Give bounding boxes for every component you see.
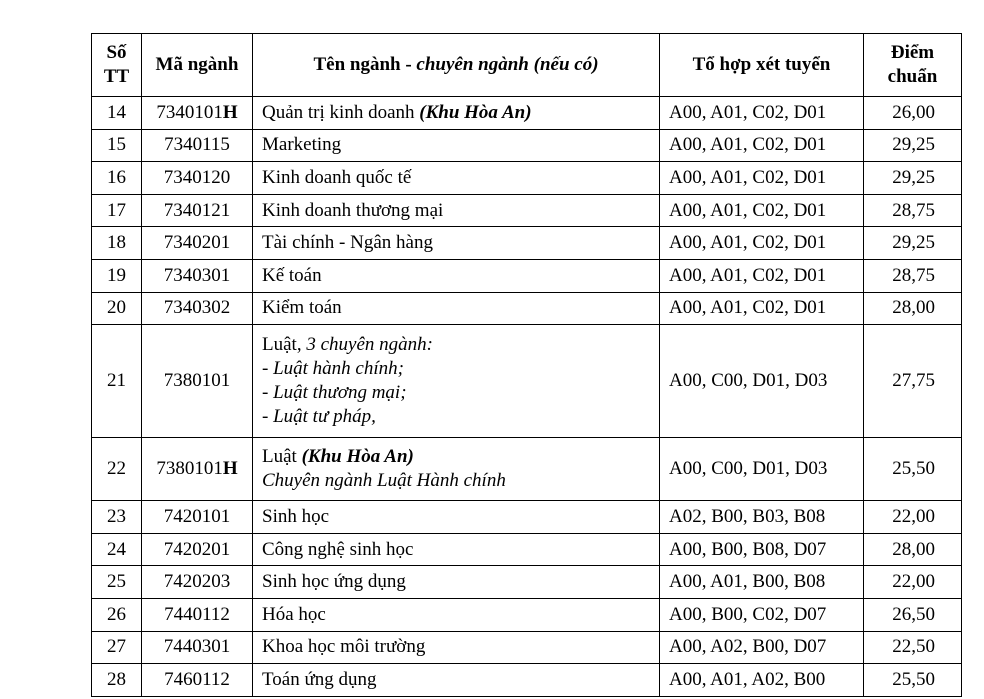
- row-combo: A00, B00, B08, D07: [660, 533, 864, 566]
- row-stt: 28: [92, 664, 142, 697]
- row-code: 7460112: [142, 664, 253, 697]
- table-row: [92, 631, 962, 664]
- row-code: 7340302: [142, 292, 253, 325]
- row-name: Sinh học: [253, 501, 660, 534]
- row-stt: 26: [92, 598, 142, 631]
- row-name: Kế toán: [253, 259, 660, 292]
- table-row: [92, 97, 962, 130]
- header-combo: Tổ hợp xét tuyển: [660, 34, 864, 97]
- row-score: 22,00: [864, 566, 962, 599]
- row-combo: A00, A01, A02, B00: [660, 664, 864, 697]
- row-stt: 25: [92, 566, 142, 599]
- table-row: [92, 194, 962, 227]
- table-row: [92, 598, 962, 631]
- row-name: Công nghệ sinh học: [253, 533, 660, 566]
- row-name: Luật (Khu Hòa An) Chuyên ngành Luật Hành chính: [253, 438, 660, 501]
- table-row: [92, 566, 962, 599]
- row-score: 22,00: [864, 501, 962, 534]
- row-code: 7380101: [142, 325, 253, 438]
- row-stt: 21: [92, 325, 142, 438]
- header-name: Tên ngành - chuyên ngành (nếu có): [253, 34, 660, 97]
- row-name: Sinh học ứng dụng: [253, 566, 660, 599]
- table-row: [92, 325, 962, 438]
- header-stt: Số TT: [92, 34, 142, 97]
- row-score: 27,75: [864, 325, 962, 438]
- admission-scores-table-wrapper: [91, 33, 962, 697]
- row-combo: A00, C00, D01, D03: [660, 325, 864, 438]
- row-combo: A00, B00, C02, D07: [660, 598, 864, 631]
- row-combo: A00, A01, C02, D01: [660, 129, 864, 162]
- row-name: Khoa học môi trường: [253, 631, 660, 664]
- header-code: Mã ngành: [142, 34, 253, 97]
- row-combo: A00, C00, D01, D03: [660, 438, 864, 501]
- row-name: Kiểm toán: [253, 292, 660, 325]
- row-stt: 17: [92, 194, 142, 227]
- row-stt: 14: [92, 97, 142, 130]
- row-code: 7340120: [142, 162, 253, 195]
- row-code: 7340115: [142, 129, 253, 162]
- row-code: 7340301: [142, 259, 253, 292]
- row-stt: 23: [92, 501, 142, 534]
- row-stt: 24: [92, 533, 142, 566]
- row-name: Marketing: [253, 129, 660, 162]
- row-stt: 16: [92, 162, 142, 195]
- table-header-row: [92, 34, 962, 97]
- row-code: 7380101H: [142, 438, 253, 501]
- row-code: 7420201: [142, 533, 253, 566]
- row-code: 7440301: [142, 631, 253, 664]
- row-code: 7340121: [142, 194, 253, 227]
- admission-scores-table: [91, 33, 962, 697]
- row-stt: 19: [92, 259, 142, 292]
- table-row: [92, 129, 962, 162]
- table-row: [92, 533, 962, 566]
- row-score: 29,25: [864, 162, 962, 195]
- row-stt: 22: [92, 438, 142, 501]
- table-body: [92, 97, 962, 697]
- row-combo: A02, B00, B03, B08: [660, 501, 864, 534]
- row-score: 22,50: [864, 631, 962, 664]
- row-name: Luật, 3 chuyên ngành: - Luật hành chính; - Luật thương mại; - Luật tư pháp,: [253, 325, 660, 438]
- row-combo: A00, A01, C02, D01: [660, 227, 864, 260]
- row-score: 28,00: [864, 292, 962, 325]
- row-stt: 20: [92, 292, 142, 325]
- table-row: [92, 438, 962, 501]
- table-row: [92, 162, 962, 195]
- row-combo: A00, A01, C02, D01: [660, 292, 864, 325]
- header-score: Điểm chuẩn: [864, 34, 962, 97]
- row-code: 7420203: [142, 566, 253, 599]
- row-name: Quản trị kinh doanh (Khu Hòa An): [253, 97, 660, 130]
- row-name: Hóa học: [253, 598, 660, 631]
- row-combo: A00, A01, B00, B08: [660, 566, 864, 599]
- row-score: 25,50: [864, 664, 962, 697]
- table-row: [92, 292, 962, 325]
- row-code: 7340201: [142, 227, 253, 260]
- row-combo: A00, A02, B00, D07: [660, 631, 864, 664]
- row-score: 28,75: [864, 194, 962, 227]
- table-row: [92, 259, 962, 292]
- row-combo: A00, A01, C02, D01: [660, 97, 864, 130]
- row-score: 28,75: [864, 259, 962, 292]
- row-name: Tài chính - Ngân hàng: [253, 227, 660, 260]
- row-combo: A00, A01, C02, D01: [660, 194, 864, 227]
- row-score: 28,00: [864, 533, 962, 566]
- table-row: [92, 501, 962, 534]
- row-name: Kinh doanh thương mại: [253, 194, 660, 227]
- row-code: 7340101H: [142, 97, 253, 130]
- table-row: [92, 227, 962, 260]
- row-name: Toán ứng dụng: [253, 664, 660, 697]
- row-score: 26,50: [864, 598, 962, 631]
- row-combo: A00, A01, C02, D01: [660, 259, 864, 292]
- row-score: 29,25: [864, 129, 962, 162]
- table-row: [92, 664, 962, 697]
- row-combo: A00, A01, C02, D01: [660, 162, 864, 195]
- row-code: 7420101: [142, 501, 253, 534]
- row-name: Kinh doanh quốc tế: [253, 162, 660, 195]
- row-stt: 18: [92, 227, 142, 260]
- row-stt: 15: [92, 129, 142, 162]
- row-stt: 27: [92, 631, 142, 664]
- row-code: 7440112: [142, 598, 253, 631]
- row-score: 29,25: [864, 227, 962, 260]
- row-score: 26,00: [864, 97, 962, 130]
- row-score: 25,50: [864, 438, 962, 501]
